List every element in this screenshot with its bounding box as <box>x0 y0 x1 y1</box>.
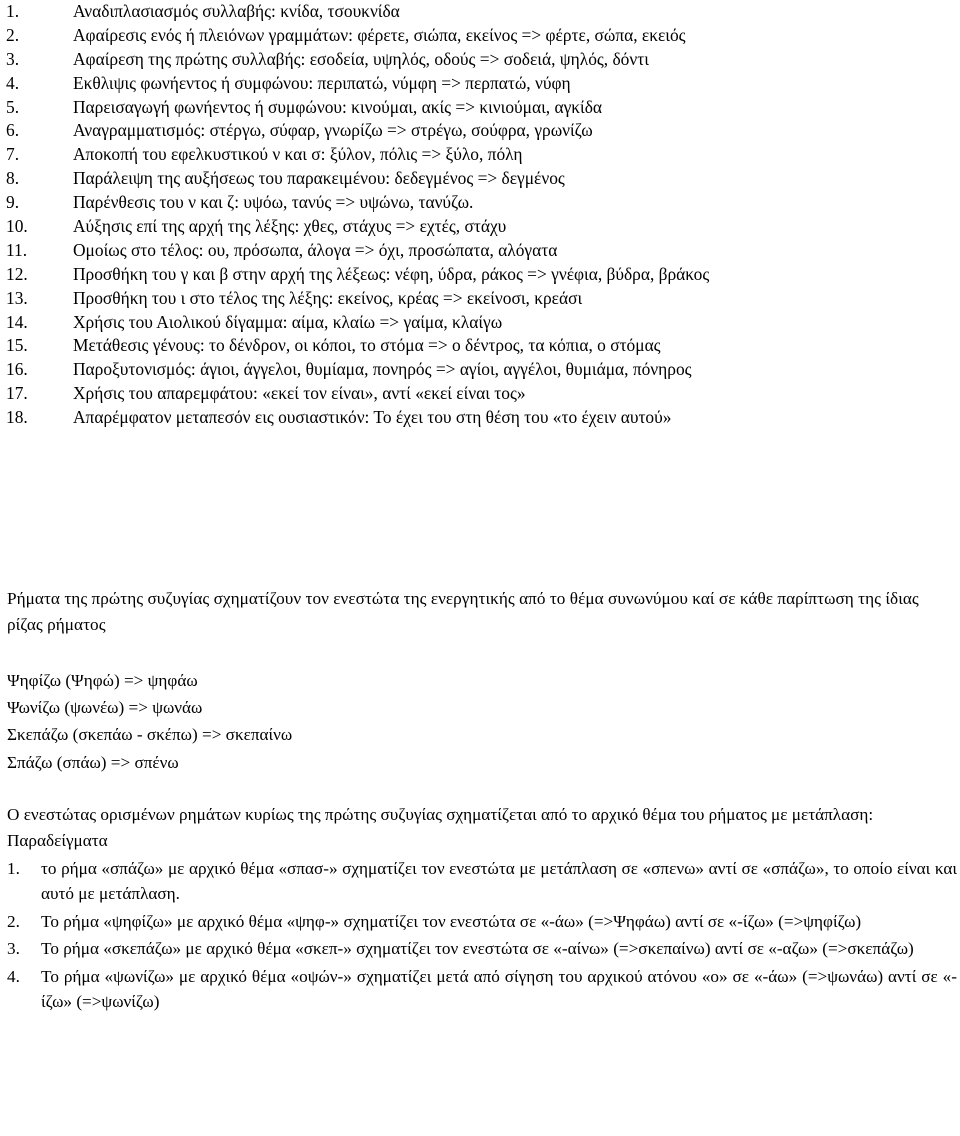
rule-item <box>6 24 956 48</box>
rule-text: Αναδιπλασιασμός συλλαβής: κνίδα, τσουκνίδα <box>73 1 400 21</box>
rule-item <box>6 287 956 311</box>
rule-number: 14. <box>6 311 28 332</box>
rule-number: 15. <box>6 335 28 356</box>
rule-number: 9. <box>6 192 20 213</box>
rule-text: Παράλειψη της αυξήσεως του παρακειμένου: δεδεγμένος => δεγμένος <box>73 168 565 189</box>
example-number: 2. <box>7 911 20 931</box>
rule-item <box>6 96 956 120</box>
rule-text: Χρήσις του απαρεμφάτου: «εκεί τον είναι», αντί «εκεί είναι τος» <box>73 383 526 404</box>
rule-number: 6. <box>6 120 20 141</box>
example-text: Το ρήμα «ψηφίζω» με αρχικό θέμα «ψηφ-» σχηματίζει τον ενεστώτα σε «-άω» (=>Ψηφάω) αντί σε «-ίζω» (=>ψηφίζω) <box>41 911 862 931</box>
rule-text: Αναγραμματισμός: στέργω, σύφαρ, γνωρίζω => στρέγω, σούφρα, γρωνίζω <box>73 120 593 141</box>
rule-text: Προσθήκη του γ και β στην αρχή της λέξεως: νέφη, ύδρα, ράκος => γνέφια, βύδρα, βράκος <box>73 263 710 284</box>
verb-line: Ψωνίζω (ψωνέω) => ψωνάω <box>7 698 203 718</box>
rule-number: 11. <box>6 239 28 260</box>
rules-list <box>6 0 956 430</box>
rule-text: Αφαίρεσις ενός ή πλειόνων γραμμάτων: φέρετε, σιώπα, εκείνος => φέρτε, σώπα, εκειός <box>73 24 686 45</box>
rule-text: Αύξησις επί της αρχή της λέξης: χθες, στάχυς => εχτές, στάχυ <box>73 216 507 237</box>
example-item <box>7 909 957 934</box>
rule-text: Αφαίρεση της πρώτης συλλαβής: εσοδεία, υψηλός, οδούς => σοδειά, ψηλός, δόντι <box>73 48 649 69</box>
example-item <box>7 936 957 961</box>
rule-number: 3. <box>6 48 20 69</box>
rule-number: 17. <box>6 383 28 404</box>
rule-item <box>6 215 956 239</box>
rule-item <box>6 406 956 430</box>
rule-number: 8. <box>6 168 20 189</box>
example-text: Το ρήμα «ψωνίζω» με αρχικό θέμα «οψών-» σχηματίζει μετά από σίγηση του αρχικού ατόνου «ο» σε «-άω» (=>ψωνάω) αντί σε «-ίζω» (=>ψωνίζω) <box>41 966 957 1012</box>
example-text: το ρήμα «σπάζω» με αρχικό θέμα «σπασ-» σχηματίζει τον ενεστώτα με μετάπλαση σε «σπενω» αντί σε «σπάζω», το οποίο είναι και αυτό με μετάπλαση. <box>41 859 957 904</box>
rule-number: 10. <box>6 216 28 237</box>
rule-item <box>6 72 956 96</box>
rule-item <box>6 358 956 382</box>
rule-text: Αποκοπή του εφελκυστικού ν και σ: ξύλον, πόλις => ξύλο, πόλη <box>73 144 523 165</box>
intro-paragraph: Ρήματα της πρώτης συζυγίας σχηματίζουν τον ενεστώτα της ενεργητικής από το θέμα συνωνύμου καί σε κάθε παρίπτωση της ίδιας ρίζας ρήματος <box>7 589 919 634</box>
rule-number: 12. <box>6 263 28 284</box>
verb-line: Ψηφίζω (Ψηφώ) => ψηφάω <box>7 671 198 690</box>
rule-item <box>6 239 956 263</box>
rule-text: Απαρέμφατον μεταπεσόν εις ουσιαστικόν: Το έχει του στη θέση του «το έχειν αυτού» <box>73 407 672 428</box>
rule-text: Παρεισαγωγή φωνήεντος ή συμφώνου: κινούμαι, ακίς => κινιούμαι, αγκίδα <box>73 96 602 117</box>
example-number: 1. <box>7 859 20 878</box>
rule-item <box>6 119 956 143</box>
rule-number: 16. <box>6 359 28 380</box>
verb-examples <box>7 667 607 776</box>
metaplasis-paragraph: Ο ενεστώτας ορισμένων ρημάτων κυρίως της πρώτης συζυγίας σχηματίζεται από το αρχικό θέμα του ρήματος με μετάπλαση: Παραδείγματα <box>7 805 874 850</box>
rule-number: 1. <box>6 1 20 21</box>
rule-number: 2. <box>6 24 20 45</box>
rule-number: 13. <box>6 287 28 308</box>
rule-text: Προσθήκη του ι στο τέλος της λέξης: εκείνος, κρέας => εκείνοσι, κρεάσι <box>73 287 583 308</box>
rule-text: Χρήσις του Αιολικού δίγαμμα: αίμα, κλαίω => γαίμα, κλαίγω <box>73 311 503 332</box>
rule-number: 5. <box>6 96 20 117</box>
rule-item <box>6 0 956 24</box>
rule-text: Ομοίως στο τέλος: ου, πρόσωπα, άλογα => όχι, προσώπατα, αλόγατα <box>73 239 558 260</box>
rule-item <box>6 167 956 191</box>
example-item <box>7 964 957 1014</box>
rule-item <box>6 48 956 72</box>
verb-line: Σκεπάζω (σκεπάω - σκέπω) => σκεπαίνω <box>7 725 293 745</box>
verb-line: Σπάζω (σπάω) => σπένω <box>7 752 179 772</box>
example-number: 4. <box>7 966 20 986</box>
examples-list <box>7 856 957 1017</box>
rule-text: Εκθλιψις φωνήεντος ή συμφώνου: περιπατώ, νύμφη => περπατώ, νύφη <box>73 72 571 93</box>
rule-item <box>6 311 956 335</box>
rule-item <box>6 334 956 358</box>
rule-item <box>6 191 956 215</box>
rule-number: 4. <box>6 72 20 93</box>
rule-item <box>6 263 956 287</box>
rule-text: Παροξυτονισμός: άγιοι, άγγελοι, θυμίαμα, πονηρός => αγίοι, αγγέλοι, θυμιάμα, πόνηρος <box>73 359 692 380</box>
rule-text: Παρένθεσις του ν και ζ: υψόω, τανύς => υψώνω, τανύζω. <box>73 192 474 213</box>
example-item <box>7 856 957 906</box>
rule-text: Μετάθεσις γένους: το δένδρον, οι κόποι, το στόμα => ο δέντρος, τα κόπια, ο στόμας <box>73 335 661 356</box>
rule-item <box>6 143 956 167</box>
rule-number: 7. <box>6 144 20 165</box>
example-number: 3. <box>7 939 20 959</box>
rule-item <box>6 382 956 406</box>
rule-number: 18. <box>6 407 28 428</box>
example-text: Το ρήμα «σκεπάζω» με αρχικό θέμα «σκεπ-» σχηματίζει τον ενεστώτα σε «-αίνω» (=>σκεπαίνω) αντί σε «-αζω» (=>σκεπάζω) <box>41 939 914 959</box>
